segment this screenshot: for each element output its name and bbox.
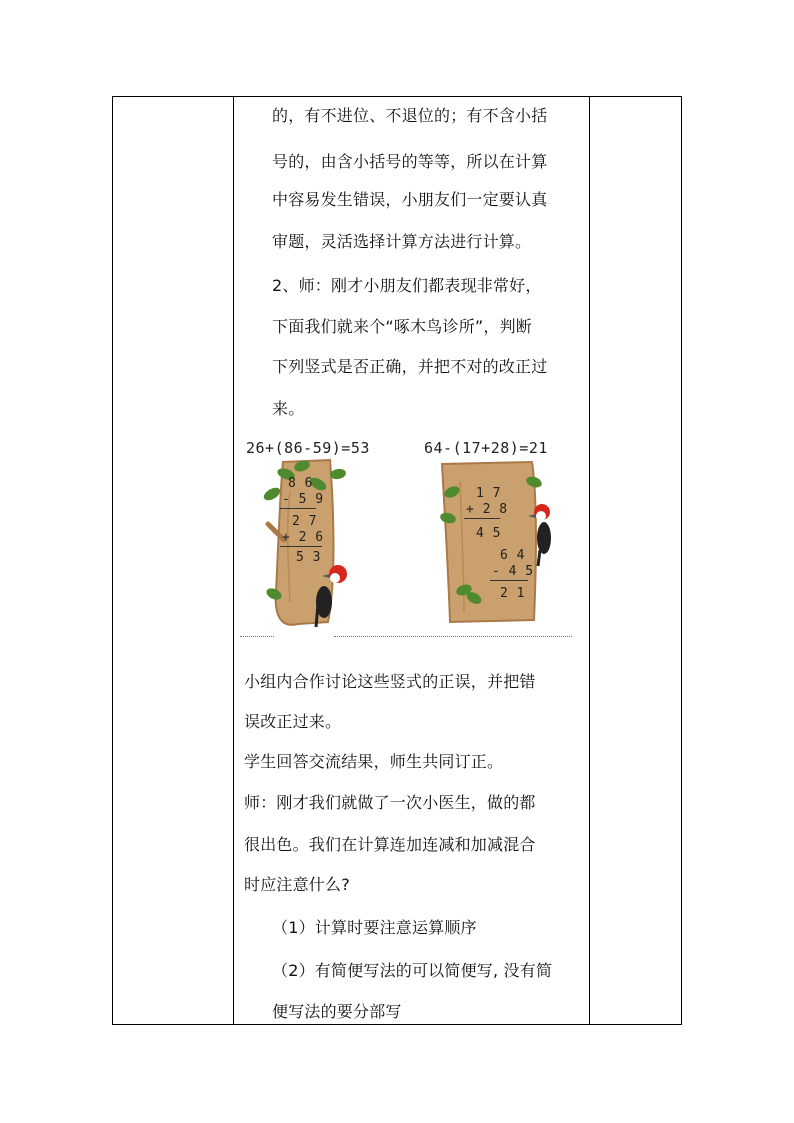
right-calc-row: 4 5 xyxy=(476,526,501,541)
text-line: 学生回答交流结果，师生共同订正。 xyxy=(244,752,504,771)
right-calc-row: 1 7 xyxy=(476,486,501,501)
left-calc-row: - 5 9 xyxy=(282,492,324,507)
text-line: （2）有简便写法的可以简便写, 没有简 xyxy=(272,961,553,980)
left-calc-row: 2 7 xyxy=(292,514,317,529)
equation-right: 64-(17+28)=21 xyxy=(424,439,548,457)
text-line: 很出色。我们在计算连加连减和加减混合 xyxy=(244,835,536,854)
text-line: 便写法的要分部写 xyxy=(272,1002,402,1021)
left-calc-row: + 2 6 xyxy=(282,530,324,545)
woodpecker-clinic-illustration xyxy=(238,432,588,647)
text-line: 号的，由含小括号的等等，所以在计算 xyxy=(272,152,548,171)
right-calc-row: + 2 8 xyxy=(466,502,508,517)
right-calc-rule xyxy=(464,518,500,519)
text-line: 小组内合作讨论这些竖式的正误，并把错 xyxy=(244,672,536,691)
text-line: 下列竖式是否正确，并把不对的改正过 xyxy=(272,357,548,376)
text-line: 的，有不进位、不退位的；有不含小括 xyxy=(272,106,548,125)
column-divider-right xyxy=(589,97,590,1024)
dotted-divider xyxy=(240,636,274,637)
equation-left: 26+(86-59)=53 xyxy=(246,439,370,457)
text-line: 下面我们就来个“啄木鸟诊所”，判断 xyxy=(272,317,532,336)
text-line: 时应注意什么? xyxy=(244,875,350,894)
right-calc-rule xyxy=(490,580,528,581)
left-calc-row: 8 6 xyxy=(288,476,313,491)
text-line: 来。 xyxy=(272,399,305,418)
right-calc-row: 2 1 xyxy=(500,586,525,601)
right-calc-row: 6 4 xyxy=(500,548,525,563)
text-line: 误改正过来。 xyxy=(244,712,342,731)
left-calc-rule xyxy=(280,508,316,509)
text-line: 师：刚才我们就做了一次小医生，做的都 xyxy=(244,793,536,812)
text-line: 中容易发生错误，小朋友们一定要认真 xyxy=(272,190,548,209)
text-line: 2、师：刚才小朋友们都表现非常好， xyxy=(272,276,542,295)
text-line: 审题，灵活选择计算方法进行计算。 xyxy=(272,232,532,251)
left-calc-row: 5 3 xyxy=(296,550,321,565)
left-calc-rule xyxy=(280,546,322,547)
column-divider-left xyxy=(233,97,234,1024)
right-calc-row: - 4 5 xyxy=(492,564,534,579)
text-line: （1）计算时要注意运算顺序 xyxy=(272,918,477,937)
dotted-divider xyxy=(334,636,572,637)
